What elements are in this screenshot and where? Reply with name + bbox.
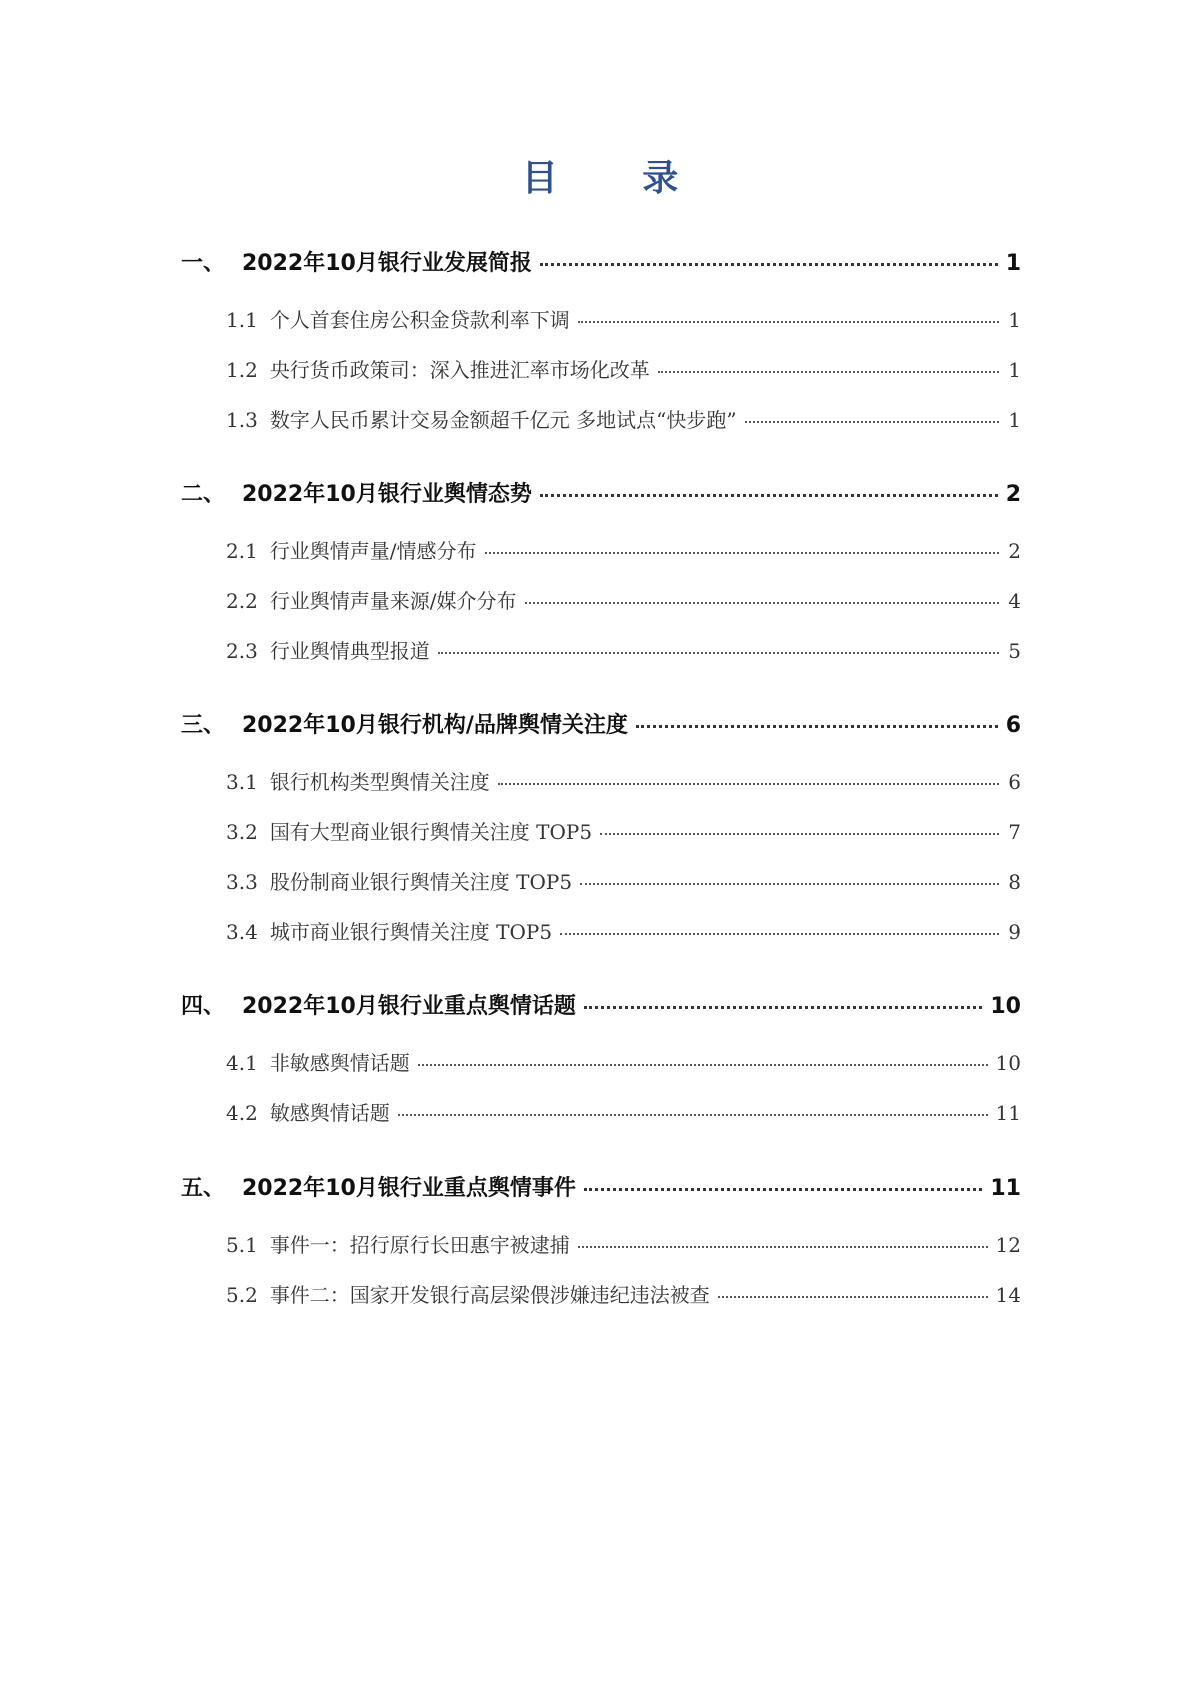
toc-leader-dots	[578, 321, 999, 323]
toc-leader-dots	[718, 1296, 988, 1298]
toc-page-number: 6	[1008, 770, 1021, 794]
toc-leader-dots	[540, 494, 998, 497]
toc-section-title: 2022年10月银行业重点舆情事件	[242, 1176, 576, 1201]
toc-page-number: 7	[1008, 820, 1021, 844]
toc-page-number: 9	[1008, 920, 1021, 944]
toc-subsection-title: 敏感舆情话题	[269, 1101, 390, 1125]
toc-subsection-5-1[interactable]	[226, 1229, 1021, 1258]
toc-section-number: 四、	[181, 994, 226, 1019]
toc-subsection-4-2[interactable]	[226, 1097, 1021, 1126]
toc-section-title: 2022年10月银行业发展简报	[242, 251, 532, 276]
toc-subsection-2-3[interactable]	[226, 635, 1021, 664]
toc-leader-dots	[600, 833, 999, 835]
toc-subsection-number: 4.2	[226, 1101, 258, 1125]
toc-section-1[interactable]	[181, 246, 1021, 277]
toc-subsection-number: 3.1	[226, 770, 258, 794]
toc-leader-dots	[578, 1246, 988, 1248]
toc-page-number: 6	[1005, 713, 1021, 738]
toc-subsection-number: 4.1	[226, 1051, 258, 1075]
toc-leader-dots	[398, 1114, 988, 1116]
toc-subsection-3-4[interactable]	[226, 916, 1021, 945]
toc-subsection-title: 城市商业银行舆情关注度 TOP5	[269, 920, 553, 944]
toc-subsection-title: 行业舆情声量来源/媒介分布	[269, 589, 517, 613]
toc-leader-dots	[438, 652, 999, 654]
toc-page-number: 10	[995, 1051, 1021, 1075]
toc-subsection-4-1[interactable]	[226, 1047, 1021, 1076]
toc-page-number: 1	[1008, 308, 1021, 332]
toc-subsection-title: 个人首套住房公积金贷款利率下调	[269, 308, 570, 332]
toc-subsection-number: 1.3	[226, 408, 258, 432]
toc-subsection-number: 1.1	[226, 308, 258, 332]
toc-page-number: 1	[1008, 408, 1021, 432]
toc-subsection-title: 行业舆情典型报道	[269, 639, 430, 663]
toc-page-number: 11	[990, 1176, 1021, 1201]
toc-leader-dots	[580, 883, 999, 885]
toc-subsection-1-2[interactable]	[226, 354, 1021, 383]
toc-section-number: 三、	[181, 713, 226, 738]
toc-section-4[interactable]	[181, 989, 1021, 1020]
toc-page-number: 1	[1005, 251, 1021, 276]
toc-subsection-5-2[interactable]	[226, 1279, 1021, 1308]
toc-subsection-2-2[interactable]	[226, 585, 1021, 614]
toc-subsection-3-2[interactable]	[226, 816, 1021, 845]
toc-subsection-number: 5.1	[226, 1233, 258, 1257]
toc-section-5[interactable]	[181, 1171, 1021, 1202]
toc-leader-dots	[584, 1006, 983, 1009]
toc-section-number: 五、	[181, 1176, 226, 1201]
toc-subsection-2-1[interactable]	[226, 535, 1021, 564]
toc-subsection-1-1[interactable]	[226, 304, 1021, 333]
toc-page-number: 1	[1008, 358, 1021, 382]
toc-section-title: 2022年10月银行业重点舆情话题	[242, 994, 576, 1019]
toc-leader-dots	[525, 602, 999, 604]
toc-subsection-3-3[interactable]	[226, 866, 1021, 895]
toc-leader-dots	[485, 552, 999, 554]
toc-page-number: 10	[990, 994, 1021, 1019]
toc-page-number: 4	[1008, 589, 1021, 613]
toc-page-number: 2	[1008, 539, 1021, 563]
toc-leader-dots	[540, 263, 998, 266]
toc-subsection-3-1[interactable]	[226, 766, 1021, 795]
toc-subsection-number: 2.2	[226, 589, 258, 613]
toc-subsection-number: 1.2	[226, 358, 258, 382]
toc-section-title: 2022年10月银行机构/品牌舆情关注度	[242, 713, 628, 738]
toc-subsection-number: 2.3	[226, 639, 258, 663]
toc-subsection-number: 3.2	[226, 820, 258, 844]
toc-section-number: 一、	[181, 251, 226, 276]
toc-page-number: 14	[995, 1283, 1021, 1307]
toc-subsection-number: 3.3	[226, 870, 258, 894]
toc-subsection-title: 行业舆情声量/情感分布	[269, 539, 477, 563]
toc-subsection-title: 非敏感舆情话题	[269, 1051, 410, 1075]
toc-section-2[interactable]	[181, 477, 1021, 508]
toc-subsection-number: 5.2	[226, 1283, 258, 1307]
toc-leader-dots	[745, 421, 999, 423]
toc-page-number: 11	[995, 1101, 1021, 1125]
toc-subsection-title: 股份制商业银行舆情关注度 TOP5	[269, 870, 573, 894]
toc-subsection-title: 事件一：招行原行长田惠宇被逮捕	[269, 1233, 570, 1257]
toc-subsection-title: 国有大型商业银行舆情关注度 TOP5	[269, 820, 593, 844]
toc-page-number: 2	[1005, 482, 1021, 507]
toc-section-3[interactable]	[181, 708, 1021, 739]
toc-section-number: 二、	[181, 482, 226, 507]
toc-leader-dots	[560, 933, 999, 935]
toc-subsection-title: 央行货币政策司：深入推进汇率市场化改革	[269, 358, 650, 382]
toc-section-title: 2022年10月银行业舆情态势	[242, 482, 532, 507]
toc-page-number: 8	[1008, 870, 1021, 894]
toc-subsection-number: 2.1	[226, 539, 258, 563]
toc-subsection-title: 事件二：国家开发银行高层梁偎涉嫌违纪违法被查	[269, 1283, 710, 1307]
toc-page-number: 12	[995, 1233, 1021, 1257]
toc-subsection-number: 3.4	[226, 920, 258, 944]
toc-leader-dots	[498, 783, 999, 785]
toc-leader-dots	[418, 1064, 988, 1066]
toc-title: 目 录	[521, 158, 715, 199]
toc-page-number: 5	[1008, 639, 1021, 663]
toc-leader-dots	[658, 371, 999, 373]
toc-leader-dots	[584, 1188, 983, 1191]
toc-subsection-1-3[interactable]	[226, 404, 1021, 433]
toc-subsection-title: 银行机构类型舆情关注度	[269, 770, 490, 794]
toc-leader-dots	[636, 725, 998, 728]
toc-subsection-title: 数字人民币累计交易金额超千亿元 多地试点“快步跑”	[269, 408, 737, 432]
